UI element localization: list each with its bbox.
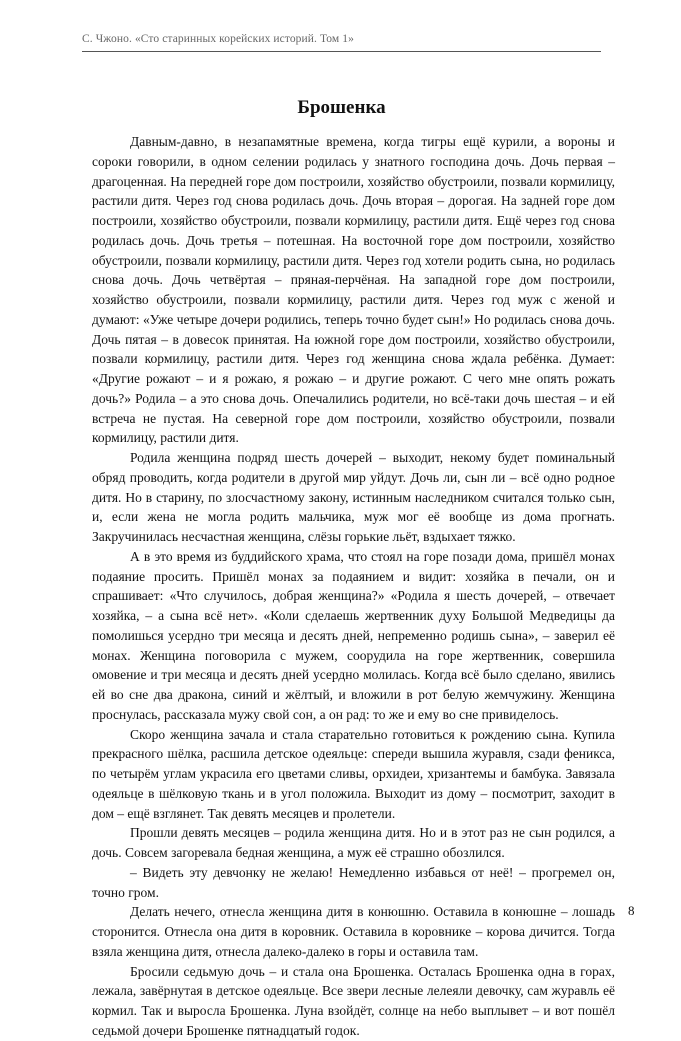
header-rule bbox=[82, 51, 601, 52]
paragraph-6-dialogue: – Видеть эту девчонку не желаю! Немедленно избавься от неё! – прогремел он, точно гром. bbox=[92, 864, 615, 900]
paragraph-5: Прошли девять месяцев – родила женщина дитя. Но и в этот раз не сын родился, а дочь. Совсем загоревала бедная женщина, а муж её страшно обозлился. bbox=[92, 825, 615, 860]
paragraph-1: Давным-давно, в незапамятные времена, когда тигры ещё курили, а вороны и сороки говорили, в одном селении родилась у знатного господина дочь. Дочь первая – драгоценная. На передней горе дом построили, хозяйство обустроили, позвали кормилицу, растили дитя. Через год снова родилась дочь. Дочь вторая – дорогая. На задней горе дом построили, хозяйство обустроили, позвали кормилицу, растили дитя. Ещё через год снова родилась дочь. Дочь третья – потешная. На восточной горе дом построили, хозяйство обустроили, позвали кормилицу, растили дитя. Через год хотели родить сына, но родилась снова дочь. Дочь четвёртая – пряная-перчёная. На западной горе дом построили, хозяйство обустроили, позвали кормилицу, растили дитя. Через год муж с женой и думают: «Уже четыре дочери родились, теперь точно будет сын!» Но родилась снова дочь. Дочь пятая – в довесок принятая. На южной горе дом построили, хозяйство обустроили, позвали кормилицу, растили дитя. Через год женщина снова ждала ребёнка. Думает: «Другие рожают – и я рожаю, я рожаю – и другие рожают. С чего мне опять рожать дочь?» Родила – а это снова дочь. Опечалились родители, но всё-таки дочь шестая – и ей встреча не пустая. На северной горе дом построили, хозяйство обустроили, позвали кормилицу, растили дитя. bbox=[92, 134, 615, 446]
page-number: 8 bbox=[628, 903, 635, 918]
chapter-body bbox=[92, 132, 615, 1041]
paragraph-3: А в это время из буддийского храма, что стоял на горе позади дома, пришёл монах подаяние просить. Пришёл монах за подаянием и видит: хозяйка в печали, он и спрашивает: «Что случилось, добрая женщина?» «Родила я шесть дочерей, – отвечает хозяйка, – а сына всё нет». «Коли сделаешь жертвенник духу Большой Медведицы да помолишься усердно три месяца и десять дней, непременно родишь сына», – заверил её монах. Женщина поговорила с мужем, соорудила на горе жертвенник, совершила омовение и три месяца и десять дней усердно молилась. Когда всё было сделано, явились ей во сне два дракона, синий и жёлтый, и вложили в рот белую жемчужину. Женщина проснулась, рассказала мужу свой сон, а он рад: то же и ему во сне привиделось. bbox=[92, 548, 615, 722]
chapter-title: Брошенка bbox=[297, 97, 386, 118]
paragraph-7: Делать нечего, отнесла женщина дитя в конюшню. Оставила в конюшне – лошадь сторонится. Отнесла она дитя в коровник. Оставила в коровнике – корова дичится. Тогда взяла женщина дитя, отнесла далеко-далеко в горы и оставила там. bbox=[92, 904, 615, 959]
paragraph-8: Бросили седьмую дочь – и стала она Брошенка. Осталась Брошенка одна в горах, лежала, завёрнутая в детское одеяльце. Все звери лесные лелеяли девочку, сам журавль её кормил. Так и выросла Брошенка. Луна взойдёт, солнце на небо выплывет – и вот пошёл седьмой дочери Брошенке пятнадцатый годок. bbox=[92, 963, 615, 1038]
running-header: С. Чжоно. «Сто старинных корейских историй. Том 1» bbox=[82, 33, 354, 45]
paragraph-2: Родила женщина подряд шесть дочерей – выходит, некому будет поминальный обряд проводить, когда родители в другой мир уйдут. Дочь ли, сын ли – всё одно родное дитя. Но в старину, по злосчастному закону, истинным наследником считался только сын, и, если жена не могла родить мальчика, муж мог её вообще из дома прогнать. Закручинилась несчастная женщина, слёзы горькие льёт, вздыхает тяжко. bbox=[92, 450, 615, 544]
paragraph-4: Скоро женщина зачала и стала старательно готовиться к рождению сына. Купила прекрасного шёлка, расшила детское одеяльце: спереди вышила журавля, сзади феникса, по четырём углам украсила его цветами сливы, орхидеи, хризантемы и бамбука. Завязала одеяльце в шёлковую ткань и в угол положила. Выходит из дому – посмотрит, заходит в дом – ещё взглянет. Так девять месяцев и пролетели. bbox=[92, 726, 615, 821]
